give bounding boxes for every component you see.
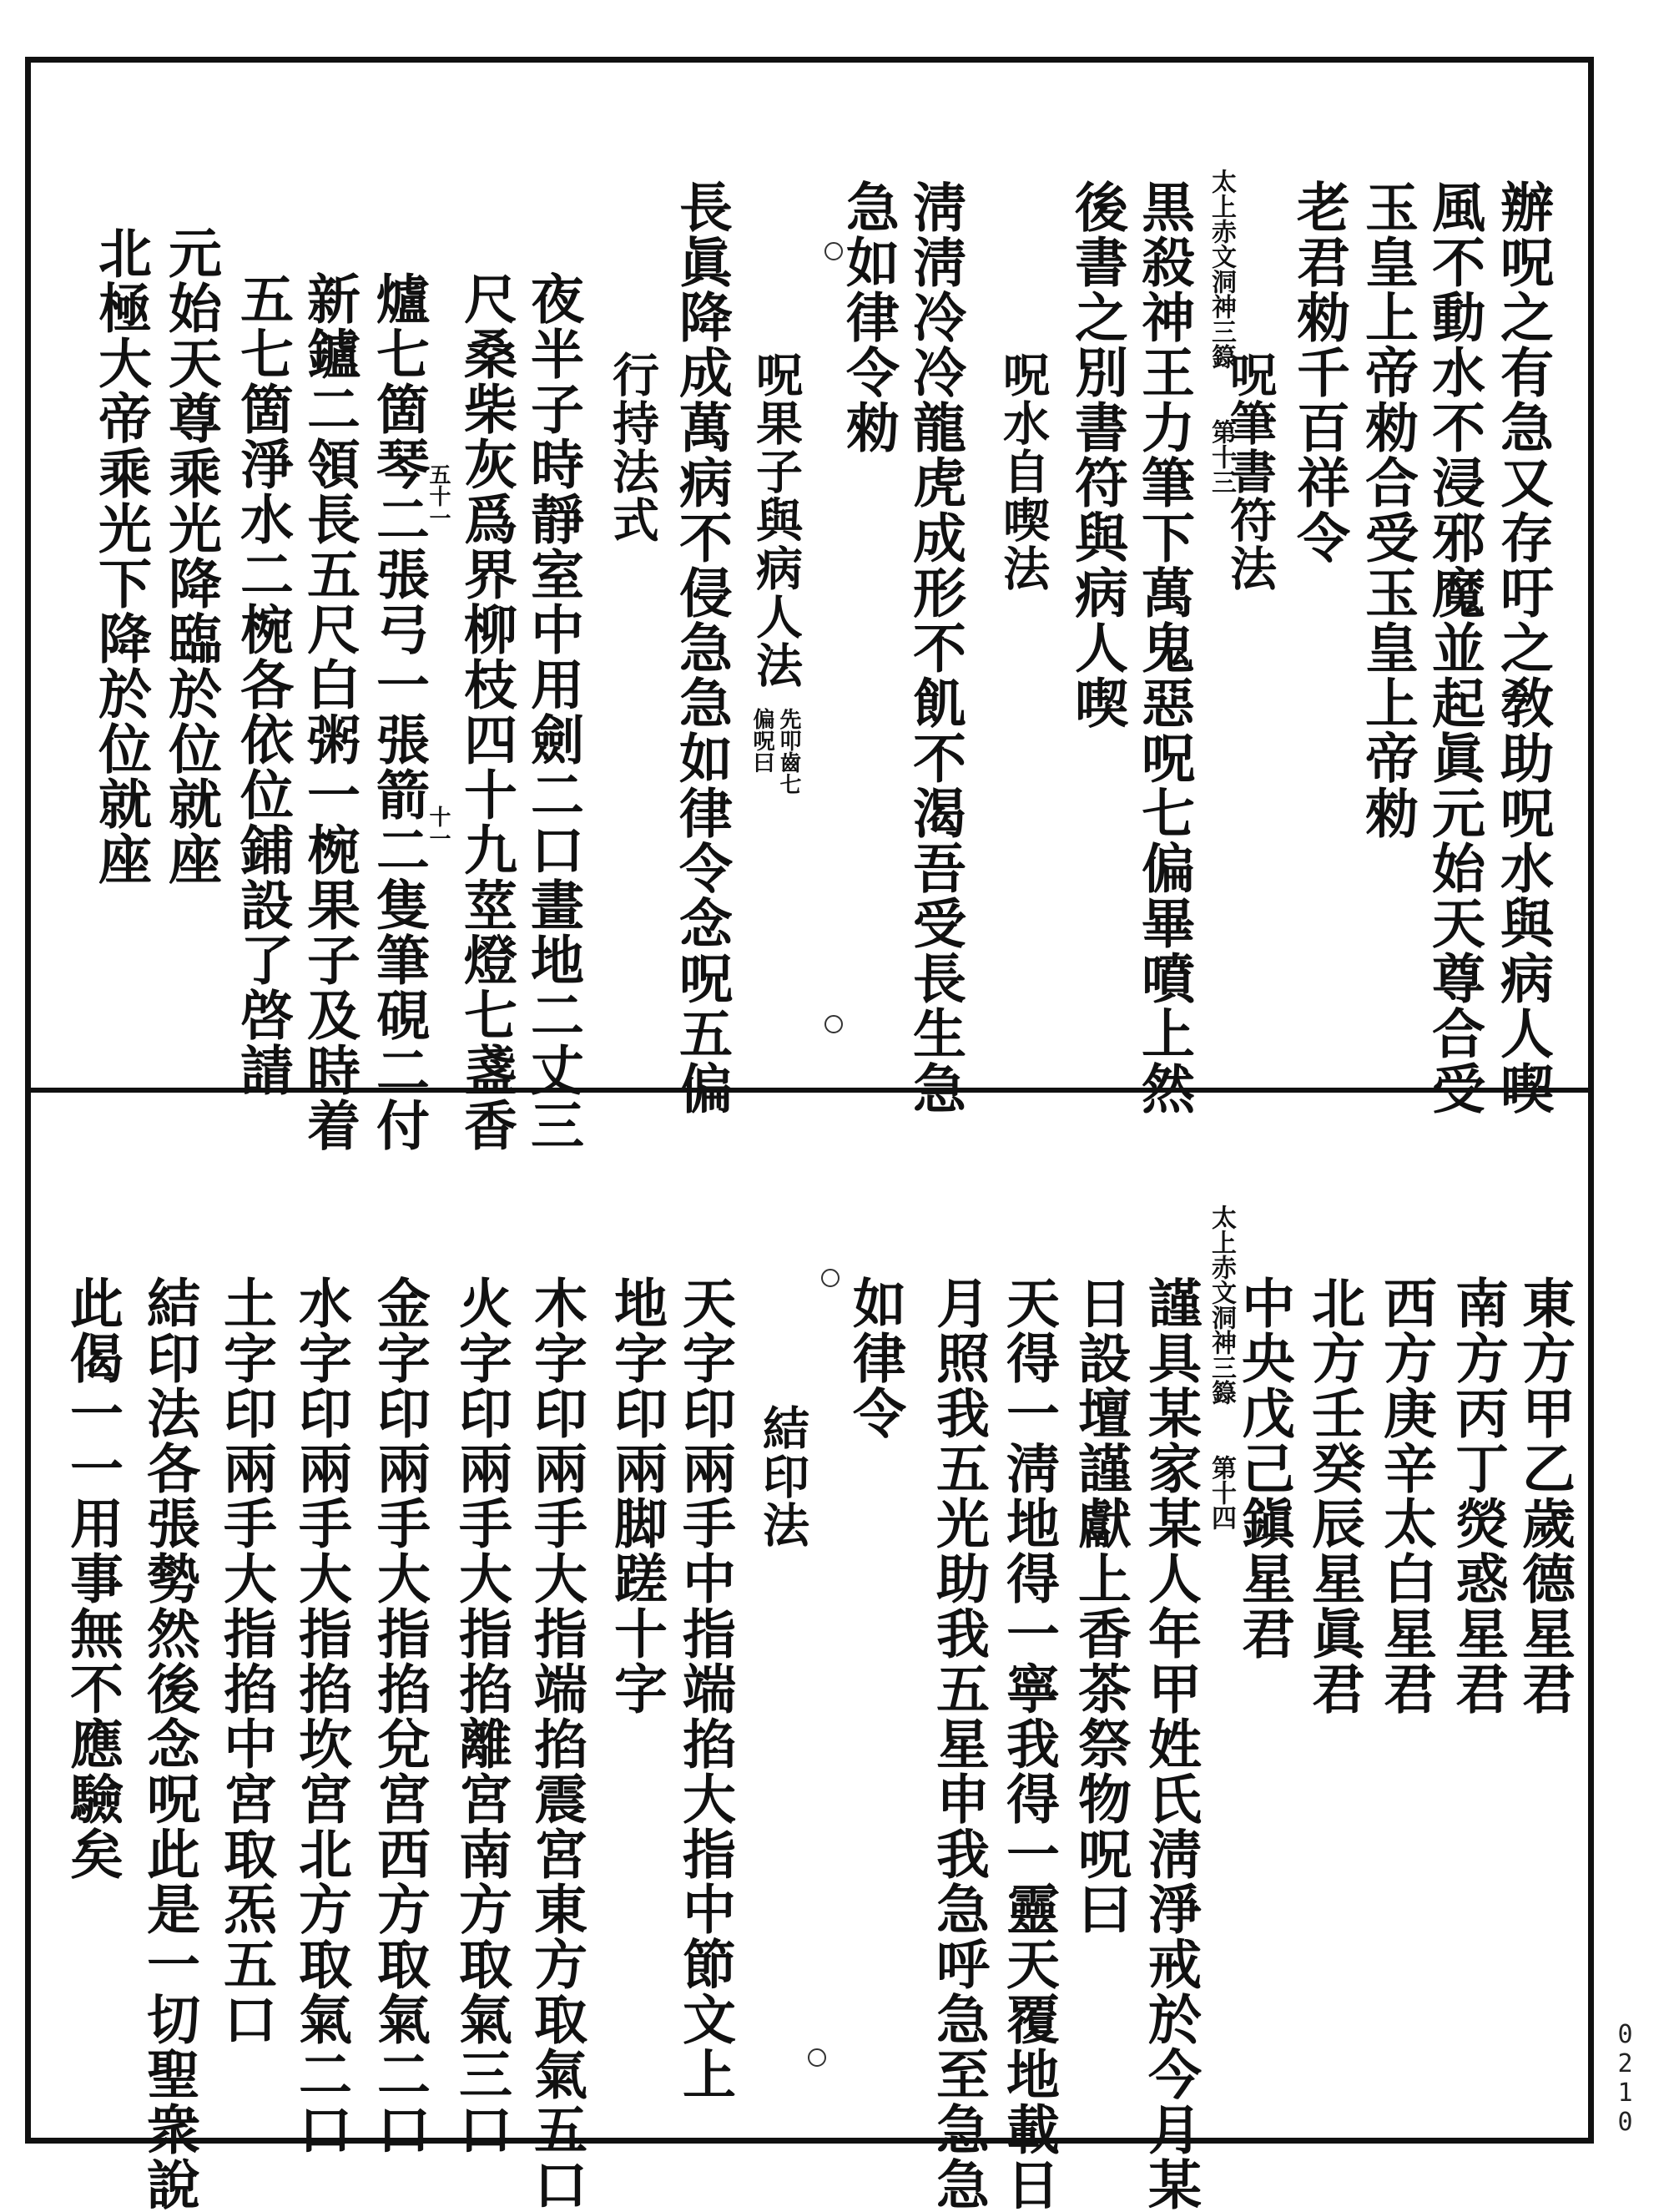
lower-col-9: 月照我五光助我五星申我急呼急至急急 [927,1275,990,2212]
lower-col-3: 西方庚辛太白星君 [1374,1275,1437,1716]
upper-note-fruit-a: 先叩齒七 [776,708,801,795]
lower-col-1: 東方甲乙歲德星君 [1513,1275,1576,1716]
lower-col-11-heading: 結印法 [755,1404,810,1549]
upper-col-17: 新鑪二領長五尺白粥一椀果子及時着 [298,271,361,1153]
upper-col-16: 爐七箇琴二張弓一張箭二隻筆硯二付 [367,271,430,1153]
upper-col-20: 北極大帝乘光下降於位就座 [89,225,152,886]
upper-col-2: 風不動水不浸邪魔並起眞元始天尊合受 [1423,179,1485,1116]
upper-col-6: 黒殺神王力筆下萬鬼惡呪七偏畢噴上然 [1132,179,1195,1116]
upper-col-1: 辦呪之有急又存吁之敎助呪水與病人喫 [1491,179,1554,1116]
upper-note-fruit-b: 偏呪曰 [749,708,774,773]
lower-col-17: 水字印兩手大指掐坎宮北方取氣二口 [290,1275,352,2157]
lower-col-19: 結印法各張勢然後念呪此是一切聖衆說 [138,1275,200,2212]
upper-col-15: 尺桑柴灰爲界柳枝四十九莖燈七盞香 [455,271,517,1153]
lower-marker-bottom [808,2048,826,2067]
upper-col-12: 長眞降成萬病不侵急急如律令念呪五偏 [670,179,733,1116]
lower-running-header: 太上赤文洞神三籙 第十四 [1207,1204,1236,1530]
lower-col-14: 木字印兩手大指端掐震宮東方取氣五口 [525,1275,587,2212]
upper-col-14: 夜半子時靜室中用劍二口畫地二丈三 [522,271,584,1153]
upper-note-51: 五十一 [426,463,451,528]
lower-col-8: 天得一淸地得一寧我得一靈天覆地載日 [997,1275,1060,2212]
upper-col-8-heading: 呪水自喫法 [996,351,1051,593]
upper-col-18: 五七箇淨水二椀各依位鋪設了啓請 [231,271,294,1098]
upper-col-11-heading: 呪果子與病人法 [749,351,804,689]
lower-col-16: 金字印兩手大指掐兌宮西方取氣二口 [368,1275,431,2157]
upper-col-3: 玉皇上帝勑合受玉皇上帝勑 [1356,179,1419,841]
upper-marker-top [824,242,843,260]
upper-marker-bottom [824,1015,843,1033]
upper-col-10: 急如律令勑 [837,179,900,455]
upper-note-11: 十一 [426,806,451,849]
lower-col-15: 火字印兩手大指掐離宮南方取氣三口 [450,1275,512,2157]
upper-col-13-heading: 行持法式 [605,351,660,544]
lower-col-20: 此偈一一用事無不應驗矣 [61,1275,124,1881]
upper-col-7: 後書之別書符與病人喫 [1066,179,1128,730]
lower-col-6: 謹具某家某人年甲姓氏淸淨戒於今月某 [1139,1275,1202,2212]
upper-running-header: 太上赤文洞神三籙 第十三 [1207,169,1236,494]
lower-col-7: 日設壇謹獻上香茶祭物呪曰 [1069,1275,1132,1937]
lower-col-5: 中央戊己鎭星君 [1233,1275,1295,1661]
lower-col-4: 北方壬癸辰星眞君 [1303,1275,1365,1716]
lower-col-2: 南方丙丁熒惑星君 [1446,1275,1509,1716]
lower-marker-top [821,1269,840,1287]
lower-col-18: 土字印兩手大指掐中宮取炁五口 [214,1275,277,2047]
upper-col-19: 元始天尊乘光降臨於位就座 [159,225,222,886]
upper-col-4: 老君勑千百祥令 [1288,179,1350,565]
lower-col-12: 天字印兩手中指端掐大指中節文上 [673,1275,736,2102]
upper-col-9: 淸淸冷冷龍虎成形不飢不渴吾受長生急 [904,179,966,1116]
page-number: 0210 [1611,2020,1640,2137]
lower-col-10: 如律令 [844,1275,906,1441]
upper-col-5-heading: 呪筆書符法 [1223,351,1278,593]
lower-col-13: 地字印兩脚蹉十字 [605,1275,668,1716]
